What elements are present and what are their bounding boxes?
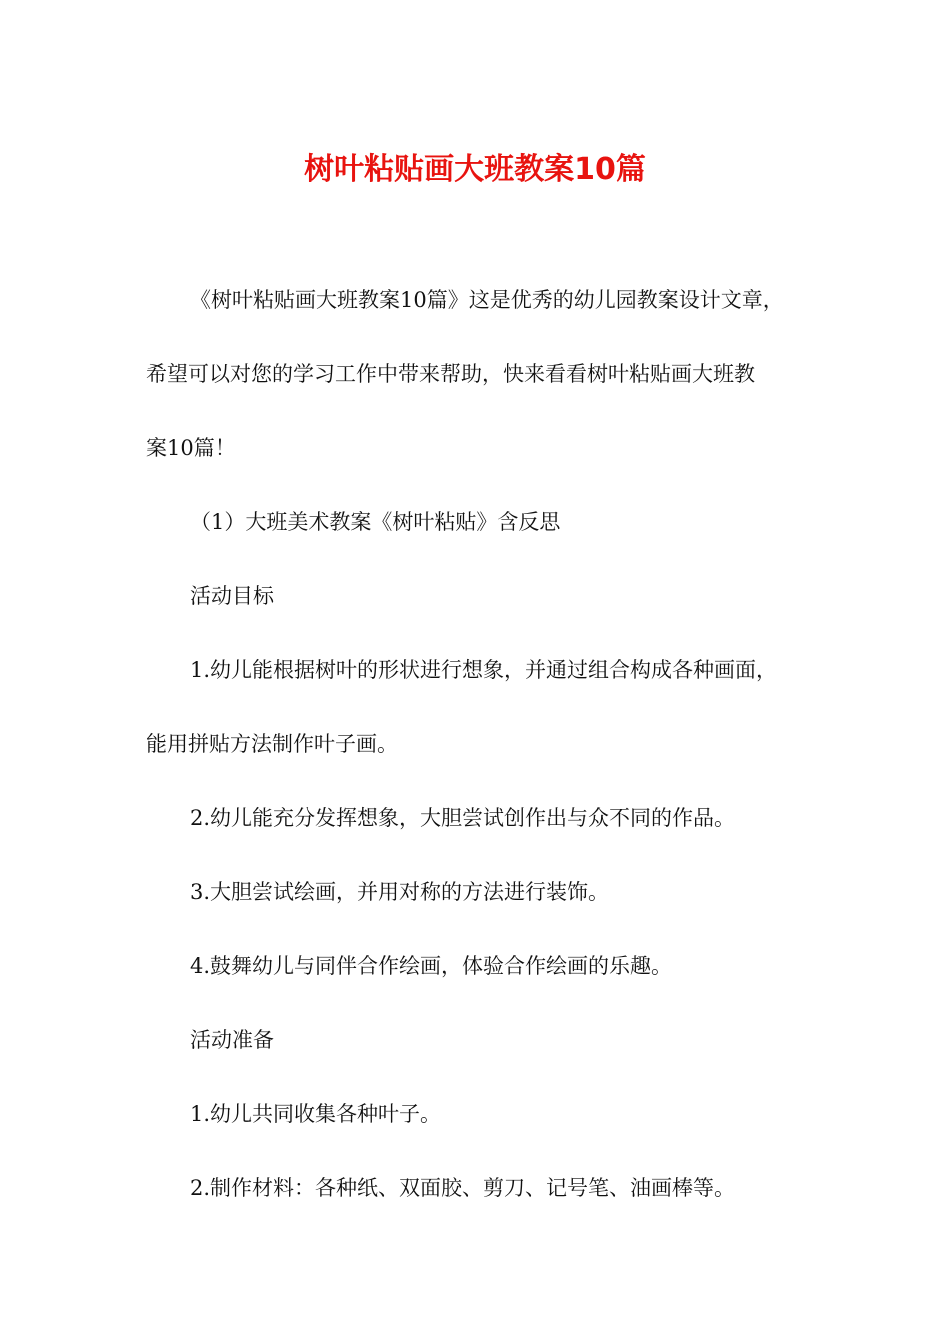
goal-item-1-line-1: 1.幼儿能根据树叶的形状进行想象，并通过组合构成各种画面， xyxy=(190,658,778,682)
goal-item-1-line-2: 能用拼贴方法制作叶子画。 xyxy=(146,732,398,756)
goal-item-3: 3.大胆尝试绘画，并用对称的方法进行装饰。 xyxy=(190,880,610,904)
prep-item-1: 1.幼儿共同收集各种叶子。 xyxy=(190,1102,442,1126)
section-heading: （1）大班美术教案《树叶粘贴》含反思 xyxy=(190,510,561,534)
goal-item-4: 4.鼓舞幼儿与同伴合作绘画，体验合作绘画的乐趣。 xyxy=(190,954,673,978)
goal-item-2: 2.幼儿能充分发挥想象，大胆尝试创作出与众不同的作品。 xyxy=(190,806,736,830)
prep-item-2: 2.制作材料：各种纸、双面胶、剪刀、记号笔、油画棒等。 xyxy=(190,1176,736,1200)
document-body xyxy=(146,280,826,1242)
document-title: 树叶粘贴画大班教案10篇 xyxy=(304,152,646,187)
intro-paragraph-line-2: 希望可以对您的学习工作中带来帮助，快来看看树叶粘贴画大班教 xyxy=(146,362,755,386)
subheading-preparation: 活动准备 xyxy=(190,1028,274,1052)
intro-paragraph-line-1: 《树叶粘贴画大班教案10篇》这是优秀的幼儿园教案设计文章， xyxy=(190,288,784,312)
subheading-goals: 活动目标 xyxy=(190,584,274,608)
intro-paragraph-line-3: 案10篇！ xyxy=(146,436,236,460)
